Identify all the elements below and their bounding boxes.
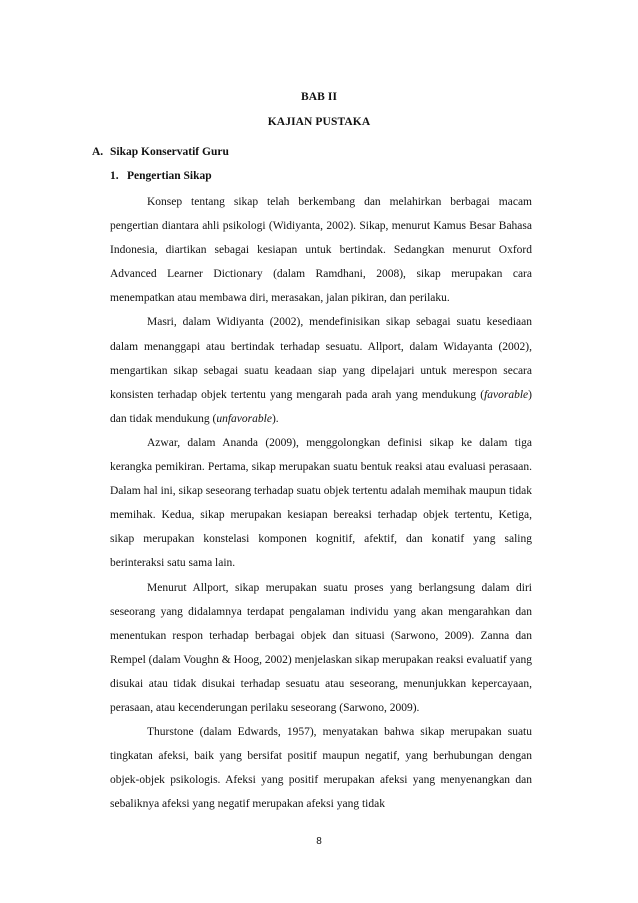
paragraph-text: ). [271, 412, 279, 425]
chapter-label: BAB II [300, 91, 338, 103]
paragraph-text: Masri, dalam Widiyanta (2002), mendefinisikan sikap sebagai suatu kesediaan dalam menanggapi atau bertindak terhadap sesuatu. Allport, dalam Widayanta (2002), mengartikan sikap sebagai suatu keadaan siap yang dipelajari untuk merespon secara konsisten terhadap objek tertentu yang mengarah pada arah yang mendukung ( [110, 316, 532, 401]
page-number: 8 [316, 836, 322, 847]
section-letter: A. [92, 146, 104, 158]
paragraph [110, 576, 532, 721]
term-unfavorable: unfavorable [216, 412, 272, 425]
paragraph-text: ) dan tidak mendukung ( [110, 388, 532, 425]
paragraph-text: Thurstone (dalam Edwards, 1957), menyatakan bahwa sikap merupakan suatu tingkatan afeksi, baik yang bersifat positif maupun negatif, yang berhubungan dengan objek-objek psikologis. Afeksi yang positif merupakan afeksi yang menyenangkan dan sebaliknya afeksi yang negatif merupakan afeksi yang tidak [110, 726, 532, 811]
paragraph-text: Menurut Allport, sikap merupakan suatu proses yang berlangsung dalam diri seseorang yang didalamnya terdapat pengalaman individu yang akan mengarahkan dan menentukan respon terhadap berbagai objek dan situasi (Sarwono, 2009). Zanna dan Rempel (dalam Voughn & Hoog, 2002) menjelaskan sikap merupakan reaksi evaluatif yang disukai atau tidak disukai terhadap sesuatu atau seseorang, menunjukkan kepercayaan, perasaan, atau kecenderungan perilaku seseorang (Sarwono, 2009). [110, 581, 532, 714]
body-text [110, 190, 532, 816]
paragraph [110, 310, 532, 430]
chapter-title: KAJIAN PUSTAKA [267, 116, 371, 128]
subsection-number: 1. [110, 170, 119, 182]
paragraph-text: Konsep tentang sikap telah berkembang dan melahirkan berbagai macam pengertian diantara ahli psikologi (Widiyanta, 2002). Sikap, menurut Kamus Besar Bahasa Indonesia, diartikan sebagai kesiapan untuk bertindak. Sedangkan menurut Oxford Advanced Learner Dictionary (dalam Ramdhani, 2008), sikap merupakan cara menempatkan atau membawa diri, merasakan, jalan pikiran, dan perilaku. [110, 196, 532, 305]
paragraph [110, 720, 532, 816]
section-title: Sikap Konservatif Guru [110, 146, 229, 158]
paragraph-text: Azwar, dalam Ananda (2009), menggolongkan definisi sikap ke dalam tiga kerangka pemikiran. Pertama, sikap merupakan suatu bentuk reaksi atau evaluasi perasaan. Dalam hal ini, sikap seseorang terhadap suatu objek tertentu adalah memihak maupun tidak memihak. Kedua, sikap merupakan kesiapan bereaksi terhadap objek tertentu, Ketiga, sikap merupakan konstelasi komponen kognitif, afektif, dan konatif yang saling berinteraksi satu sama lain. [110, 436, 532, 570]
subsection-title: Pengertian Sikap [127, 170, 212, 182]
term-favorable: favorable [484, 388, 529, 401]
paragraph [110, 190, 532, 310]
paragraph [110, 431, 532, 576]
